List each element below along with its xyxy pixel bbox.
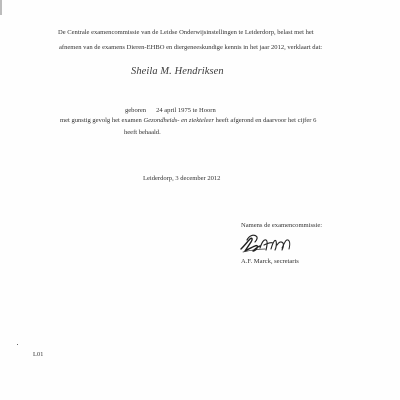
exam-suffix: heeft afgerond en daarvoor het cijfer 6 [215,117,317,124]
birth-value: 24 april 1975 te Hoorn [156,107,216,114]
exam-line-1 [60,118,316,125]
committee-label: Namens de examencommissie: [241,222,323,229]
secretary-name: A.F. Marck, secretaris [241,258,299,265]
footer-code: L01 [33,351,44,358]
birth-label: geboren [125,107,147,114]
place-and-date: Leiderdorp, 3 december 2012 [143,175,221,182]
birth-line [125,108,216,115]
candidate-name: Sheila M. Hendriksen [131,66,224,77]
scan-speck [17,344,18,345]
intro-line-1: De Centrale examencommissie van de Leidse Onderwijsinstellingen te Leiderdorp, belast met het [58,29,314,36]
exam-line-2: heeft behaald. [124,129,161,136]
exam-subject: Gezondheids- en ziekteleer [143,117,215,124]
scan-edge-mark [0,0,2,15]
intro-line-2: afnemen van de examens Dieren-EHBO en diergeneeskundige kennis in het jaar 2012, verklaart dat: [59,44,323,51]
exam-prefix: met gunstig gevolg het examen [60,117,142,124]
signature-mark [237,229,295,257]
